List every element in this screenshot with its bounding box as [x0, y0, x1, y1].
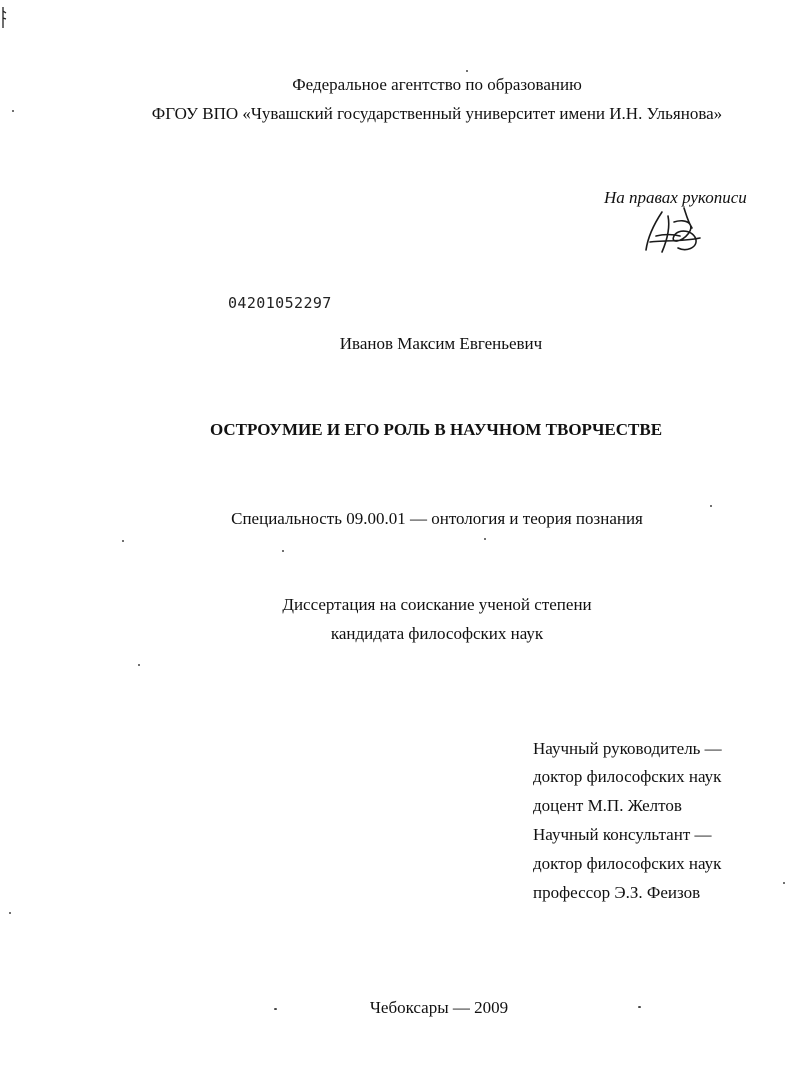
degree-line-2: кандидата философских наук: [330, 624, 544, 643]
scan-speck: [9, 912, 11, 914]
scan-speck: [274, 1008, 277, 1010]
dissertation-title: ОСТРОУМИЕ И ЕГО РОЛЬ В НАУЧНОМ ТВОРЧЕСТВЕ: [209, 420, 663, 439]
university-name: ФГОУ ВПО «Чувашский государственный университет имени И.Н. Ульянова»: [151, 104, 723, 123]
degree-line-1: Диссертация на соискание ученой степени: [282, 595, 592, 614]
author-name: Иванов Максим Евгеньевич: [339, 334, 543, 353]
scan-speck: [466, 70, 468, 72]
handwritten-signature: [640, 200, 706, 258]
specialty: Специальность 09.00.01 — онтология и теория познания: [231, 509, 643, 528]
scan-speck: [638, 1006, 641, 1008]
scan-speck: [122, 540, 124, 542]
scan-speck: [484, 538, 486, 540]
scan-speck: [282, 550, 284, 552]
scan-edge-mark: [1, 6, 7, 30]
scan-speck: [710, 505, 712, 507]
manuscript-note: На правах рукописи: [604, 188, 747, 207]
agency-name: Федеральное агентство по образованию: [292, 75, 582, 94]
scan-speck: [12, 110, 14, 112]
advisor-line: Научный руководитель —: [533, 739, 722, 758]
catalog-code: 04201052297: [228, 294, 332, 312]
city-year: Чебоксары — 2009: [369, 998, 509, 1017]
advisor-line: Научный консультант —: [533, 825, 712, 844]
advisor-line: доктор философских наук: [533, 767, 722, 786]
advisor-line: доцент М.П. Желтов: [533, 796, 682, 815]
scan-speck: [138, 664, 140, 666]
advisor-line: доктор философских наук: [533, 854, 722, 873]
advisor-line: профессор Э.З. Феизов: [533, 883, 701, 902]
scan-speck: [783, 882, 785, 884]
